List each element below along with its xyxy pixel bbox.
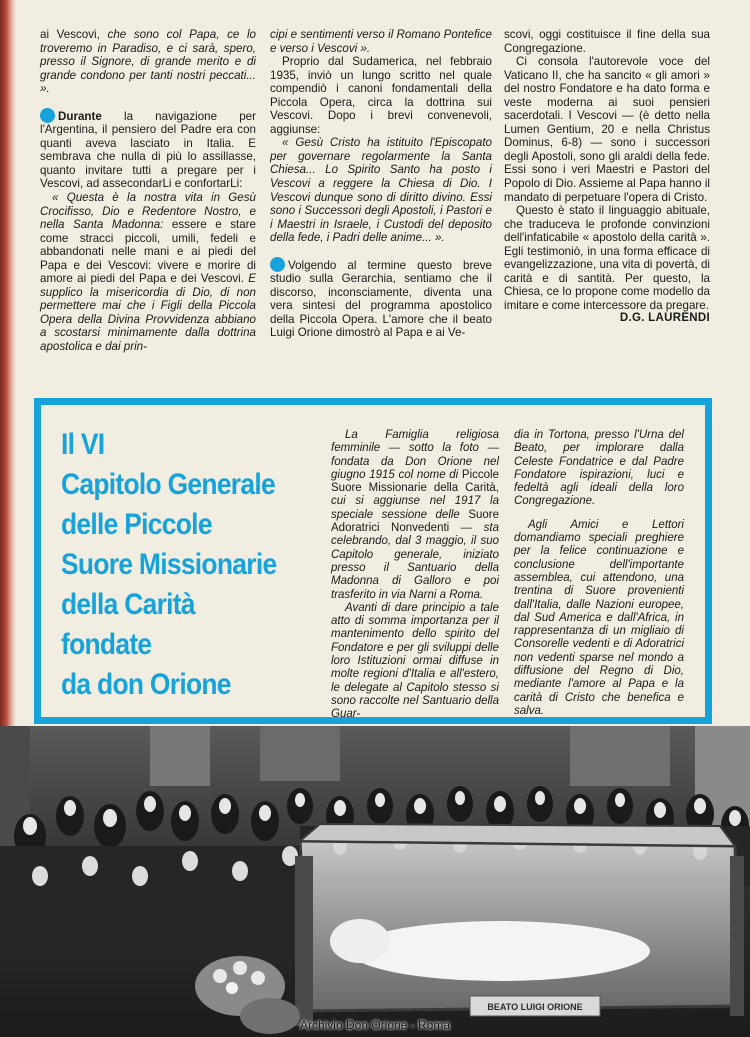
urn-plaque: BEATO LUIGI ORIONE: [487, 1002, 583, 1012]
paragraph: cipi e sentimenti verso il Romano Pontefice e verso i Vescovi ».: [270, 28, 492, 55]
bullet-dot-icon: [270, 257, 285, 272]
headline-line: fondate: [61, 628, 152, 661]
paragraph: Durante la navigazione per l'Argentina, il pensiero del Padre era con quanti aveva lasciato in Italia. E sembrava che nulla di più lo assillasse, quanto invitare tutti a pregare per i Vescovi, ad assecondarLi e confortarLi:: [40, 109, 256, 191]
paragraph: Questo è stato il linguaggio abituale, che traduceva le profonde convinzioni dell'infaticabile « apostolo della carità ». Egli testimoniò, in una forma efficace di evangelizzazione, una vita di povertà, di carità e di santità. Per questo, la Chiesa, ce lo propone come modello da imitare e come intercessore da pregare.: [504, 204, 710, 312]
paragraph: dia in Tortona, presso l'Urna del Beato, per implorare dalla Celeste Fondatrice e dal Padre Fondatore ispirazioni, luci e fedeltà agli ideali della loro Congregazione.: [514, 429, 684, 508]
paragraph: Ci consola l'autorevole voce del Vaticano II, che ha sancito « gli amori » del nostro Fondatore e ha dato forma e veste moderna ai suoi pensieri sacerdotali. I Vescovi — (è detto nella Lumen Gentium, 20 e nella Christus Dominus, 6-8) — sono i successori degli Apostoli, sono gli araldi della fede. Essi sono i veri Maestri e Pastori del Popolo di Dio. Assieme al Papa hanno il mandato di perpetuare l'opera di Cristo.: [504, 55, 710, 204]
headline-line: Suore Missionarie: [61, 548, 277, 581]
article-column-3: [504, 28, 710, 326]
paragraph: La Famiglia religiosa femminile — sotto la foto — fondata da Don Orione nel giugno 1915 col nome di Piccole Suore Missionarie della Carità, cui si aggiunse nel 1917 la speciale sessione delle Suore Adoratrici Nonvedenti — sta celebrando, dal 3 maggio, il suo Capitolo generale, iniziato presso il Santuario della Madonna di Galloro e poi trasferito in via Narni a Roma.: [331, 429, 499, 601]
paragraph: scovi, oggi costituisce il fine della sua Congregazione.: [504, 28, 710, 55]
article-column-1: [40, 28, 256, 354]
headline-line: Capitolo Generale: [61, 468, 275, 501]
photo-sisters-at-urn: [0, 726, 750, 1037]
headline-line: della Carità: [61, 588, 195, 621]
box-column-1: [331, 429, 499, 722]
paragraph: Volgendo al termine questo breve studio sulla Gerarchia, sentiamo che il discorso, inconsciamente, diventa una vera sintesi del programma apostolico della Piccola Opera. L'amore che il beato Luigi Orione dimostrò al Papa e ai Ve-: [270, 258, 492, 340]
archive-credit: Archivio Don Orione - Roma: [299, 1018, 451, 1032]
glass-urn: [295, 824, 744, 1026]
paragraph: Proprio dal Sudamerica, nel febbraio 1935, inviò un lungo scritto nel quale compendiò i canoni fondamentali della Piccola Opera, circa la dottrina sui Vescovi. Dopo i brevi convenevoli, aggiunse:: [270, 55, 492, 136]
box-column-2: [514, 429, 684, 718]
photo-illustration: [0, 726, 750, 1037]
headline-line: Il VI: [61, 428, 105, 461]
box-headline: [61, 425, 299, 705]
headline-line: da don Orione: [61, 668, 231, 701]
author-signature: D.G. LAURENDI: [619, 312, 710, 325]
paragraph: Avanti di dare principio a tale atto di somma importanza per il mantenimento dello spirito del Fondatore e per gli sviluppi delle loro Istituzioni ormai diffuse in molte regioni d'Italia e all'estero, le delegate al Capitolo stesso si sono raccolte nel Santuario della Guar-: [331, 601, 499, 721]
announcement-box: [34, 398, 712, 724]
article-column-2: [270, 28, 492, 340]
paragraph: « Gesù Cristo ha istituito l'Episcopato per governare regolarmente la Santa Chiesa... Lo Spirito Santo ha posto i Vescovi a reggere la Chiesa di Dio. I Vescovi dunque sono di diritto divino. Essi sono i Successori degli Apostoli, i Pastori e i Maestri in Israele, i Custodi del deposito della fede, i Padri delle anime... ».: [270, 136, 492, 245]
paragraph: Agli Amici e Lettori domandiamo speciali preghiere per la felice continuazione e conclusione dell'importante assemblea, cui attendono, una trentina di Suore provenienti dall'Italia, dalle Nazioni europee, dal Sud America e dall'Africa, in rappresentanza di un migliaio di Consorelle vedenti e di Adoratrici non vedenti sparse nel mondo a diffusione del Regno di Dio, mediante l'amore al Papa e la carità di Cristo che benefica e salva.: [514, 518, 684, 717]
headline-line: delle Piccole: [61, 508, 212, 541]
paragraph: « Questa è la nostra vita in Gesù Crocifisso, Dio e Redentore Nostro, e nella Santa Madonna: essere e stare come stracci piccoli, umili, fedeli e abbandonati nelle mani e ai piedi del Papa e dei Vescovi: vivere e morire di amore ai piedi del Papa e dei Vescovi. E supplico la misericordia di Dio, di non permettere mai che i Figli della Piccola Opera della Divina Provvidenza abbiano a scostarsi minimamente dalla dottrina apostolica e dai prin-: [40, 191, 256, 354]
paragraph: ai Vescovi, che sono col Papa, ce lo troveremo in Paradiso, e ci sarà, spero, presso il Signore, di grande merito e di grande condono per tanti nostri peccati... ».: [40, 28, 256, 96]
bullet-dot-icon: [40, 108, 55, 123]
